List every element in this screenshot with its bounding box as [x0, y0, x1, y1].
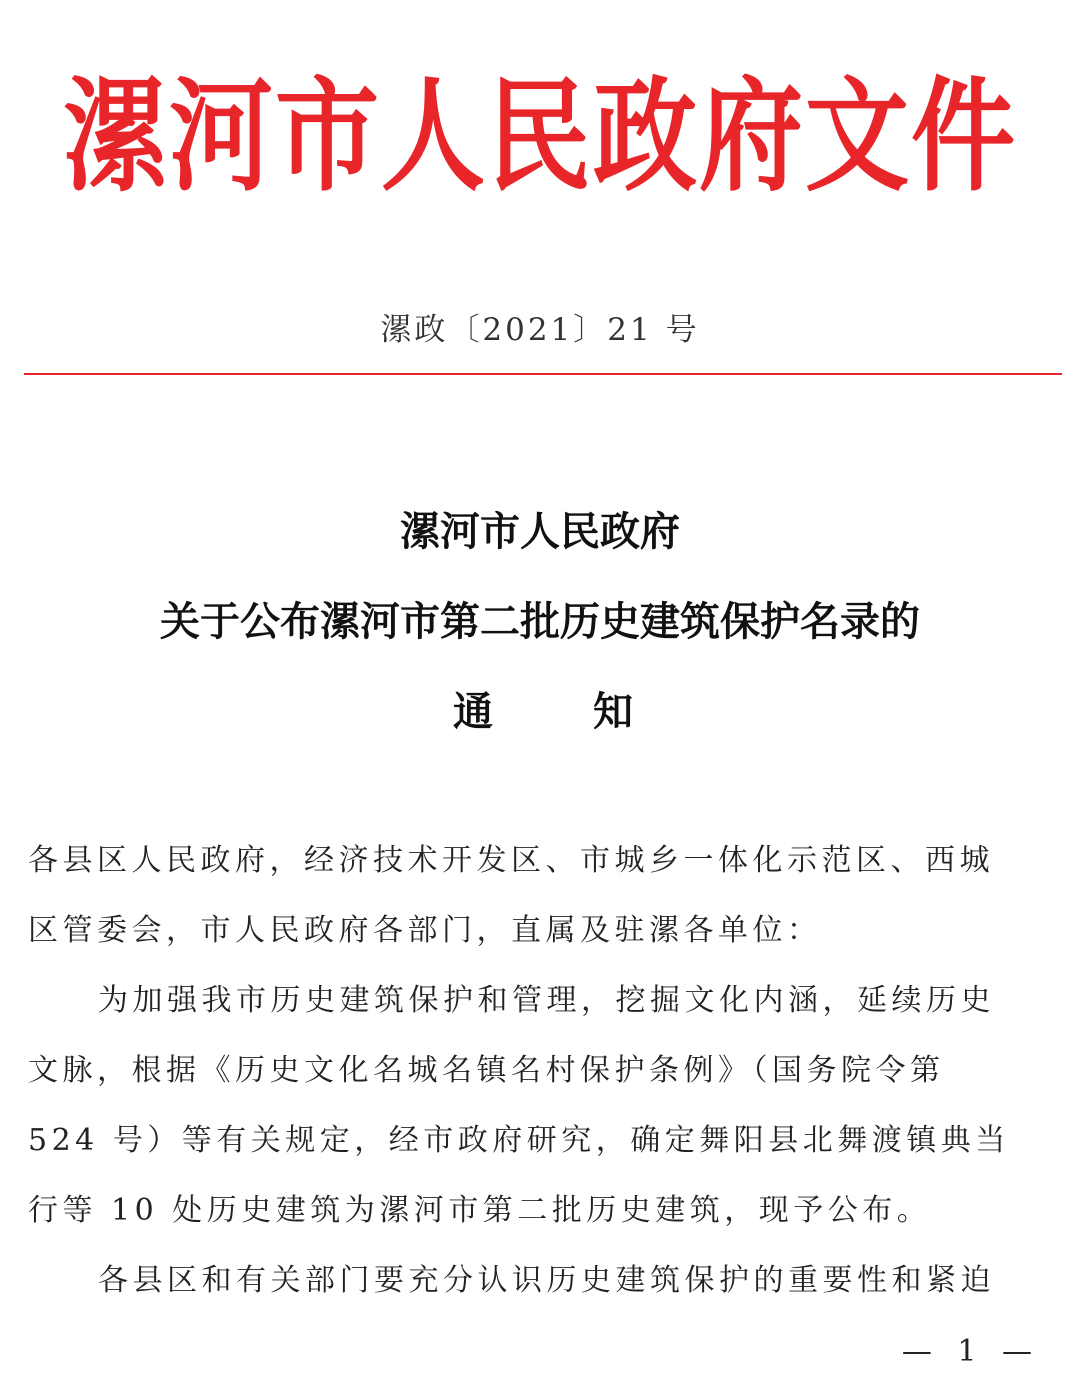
body-line: 为加强我市历史建筑保护和管理，挖掘文化内涵，延续历史	[98, 983, 995, 1018]
notice-body	[28, 826, 1056, 1316]
header-red-rule	[24, 373, 1062, 375]
page-number: — 1 —	[901, 1334, 1040, 1369]
document-header-title: 漯河市人民政府文件	[62, 64, 1017, 209]
document-number: 漯政〔2021〕21 号	[380, 312, 700, 348]
notice-title-line-2: 关于公布漯河市第二批历史建筑保护名录的	[160, 599, 920, 645]
body-line: 各县区和有关部门要充分认识历史建筑保护的重要性和紧迫	[98, 1263, 995, 1298]
body-line: 区管委会，市人民政府各部门，直属及驻漯各单位：	[28, 913, 822, 948]
body-line: 524 号）等有关规定，经市政府研究，确定舞阳县北舞渡镇典当	[28, 1123, 1010, 1158]
notice-title-char-zhi: 知	[593, 689, 633, 735]
notice-title-char-tong: 通	[453, 689, 493, 735]
body-line: 行等 10 处历史建筑为漯河市第二批历史建筑，现予公布。	[28, 1193, 932, 1228]
body-line: 各县区人民政府，经济技术开发区、市城乡一体化示范区、西城	[28, 843, 994, 878]
notice-title-line-1: 漯河市人民政府	[400, 509, 680, 555]
body-line: 文脉，根据《历史文化名城名镇名村保护条例》（国务院令第	[28, 1053, 945, 1088]
